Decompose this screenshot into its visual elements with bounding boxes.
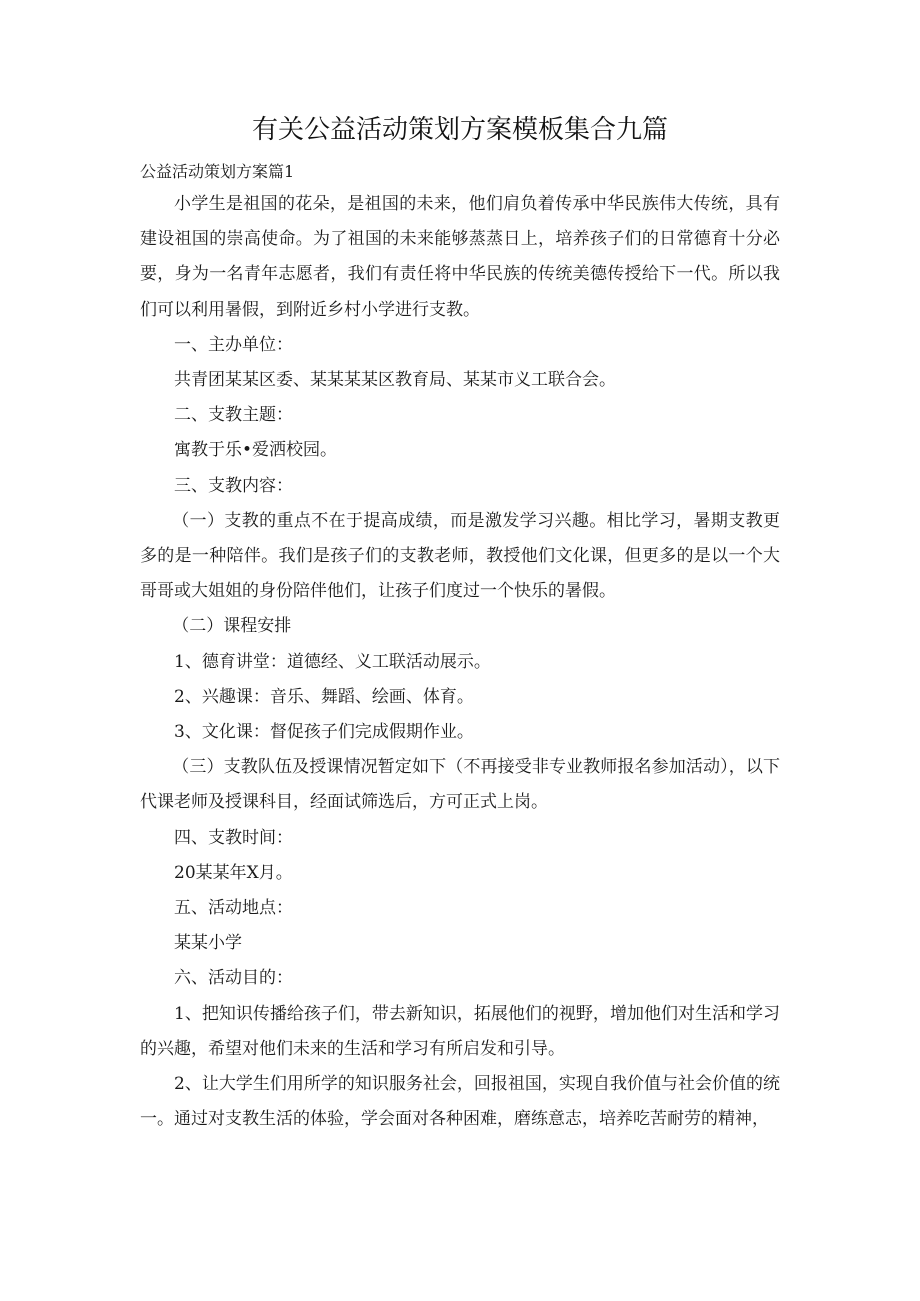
heading-content: 三、支教内容： xyxy=(174,475,293,496)
heading-purpose: 六、活动目的： xyxy=(174,968,293,989)
heading-course-schedule: （二）课程安排 xyxy=(172,616,292,637)
list-item: 1、德育讲堂：道德经、义工联活动展示。 xyxy=(174,651,491,672)
heading-theme: 二、支教主题： xyxy=(174,405,293,426)
paragraph-content-1: （一）支教的重点不在于提高成绩，而是激发学习兴趣。相比学习，暑期支教更多的是一种陪伴。我们是孩子们的支教老师，教授他们文化课，但更多的是以一个大哥哥或大姐姐的身份陪伴他们，让孩子们度过一个快乐的暑假。 xyxy=(140,510,780,602)
heading-location: 五、活动地点： xyxy=(174,898,293,919)
list-item: 3、文化课：督促孩子们完成假期作业。 xyxy=(174,722,474,743)
list-item: 2、兴趣课：音乐、舞蹈、绘画、体育。 xyxy=(174,686,474,707)
document-body xyxy=(140,187,780,1137)
paragraph-organizer: 共青团某某区委、某某某某区教育局、某某市义工联合会。 xyxy=(174,370,616,391)
paragraph-location: 某某小学 xyxy=(174,933,242,954)
paragraph-content-3: （三）支教队伍及授课情况暂定如下（不再接受非专业教师报名参加活动），以下代课老师及授课科目，经面试筛选后，方可正式上岗。 xyxy=(140,757,780,813)
document-title: 有关公益活动策划方案模板集合九篇 xyxy=(251,115,668,145)
heading-time: 四、支教时间： xyxy=(174,827,293,848)
paragraph-purpose-1: 1、把知识传播给孩子们，带去新知识，拓展他们的视野，增加他们对生活和学习的兴趣，希望对他们未来的生活和学习有所启发和引导。 xyxy=(140,1003,780,1059)
paragraph-purpose-2: 2、让大学生们用所学的知识服务社会，回报祖国，实现自我价值与社会价值的统一。通过对支教生活的体验，学会面对各种困难，磨练意志，培养吃苦耐劳的精神， xyxy=(140,1074,780,1130)
paragraph-theme: 寓教于乐•爱洒校园。 xyxy=(174,440,338,461)
heading-organizer: 一、主办单位： xyxy=(174,334,293,355)
section-label: 公益活动策划方案篇1 xyxy=(140,162,295,181)
paragraph-time: 20某某年X月。 xyxy=(174,862,293,883)
paragraph-intro: 小学生是祖国的花朵，是祖国的未来，他们肩负着传承中华民族伟大传统，具有建设祖国的崇高使命。为了祖国的未来能够蒸蒸日上，培养孩子们的日常德育十分必要，身为一名青年志愿者，我们有责任将中华民族的传统美德传授给下一代。所以我们可以利用暑假，到附近乡村小学进行支教。 xyxy=(140,194,780,320)
